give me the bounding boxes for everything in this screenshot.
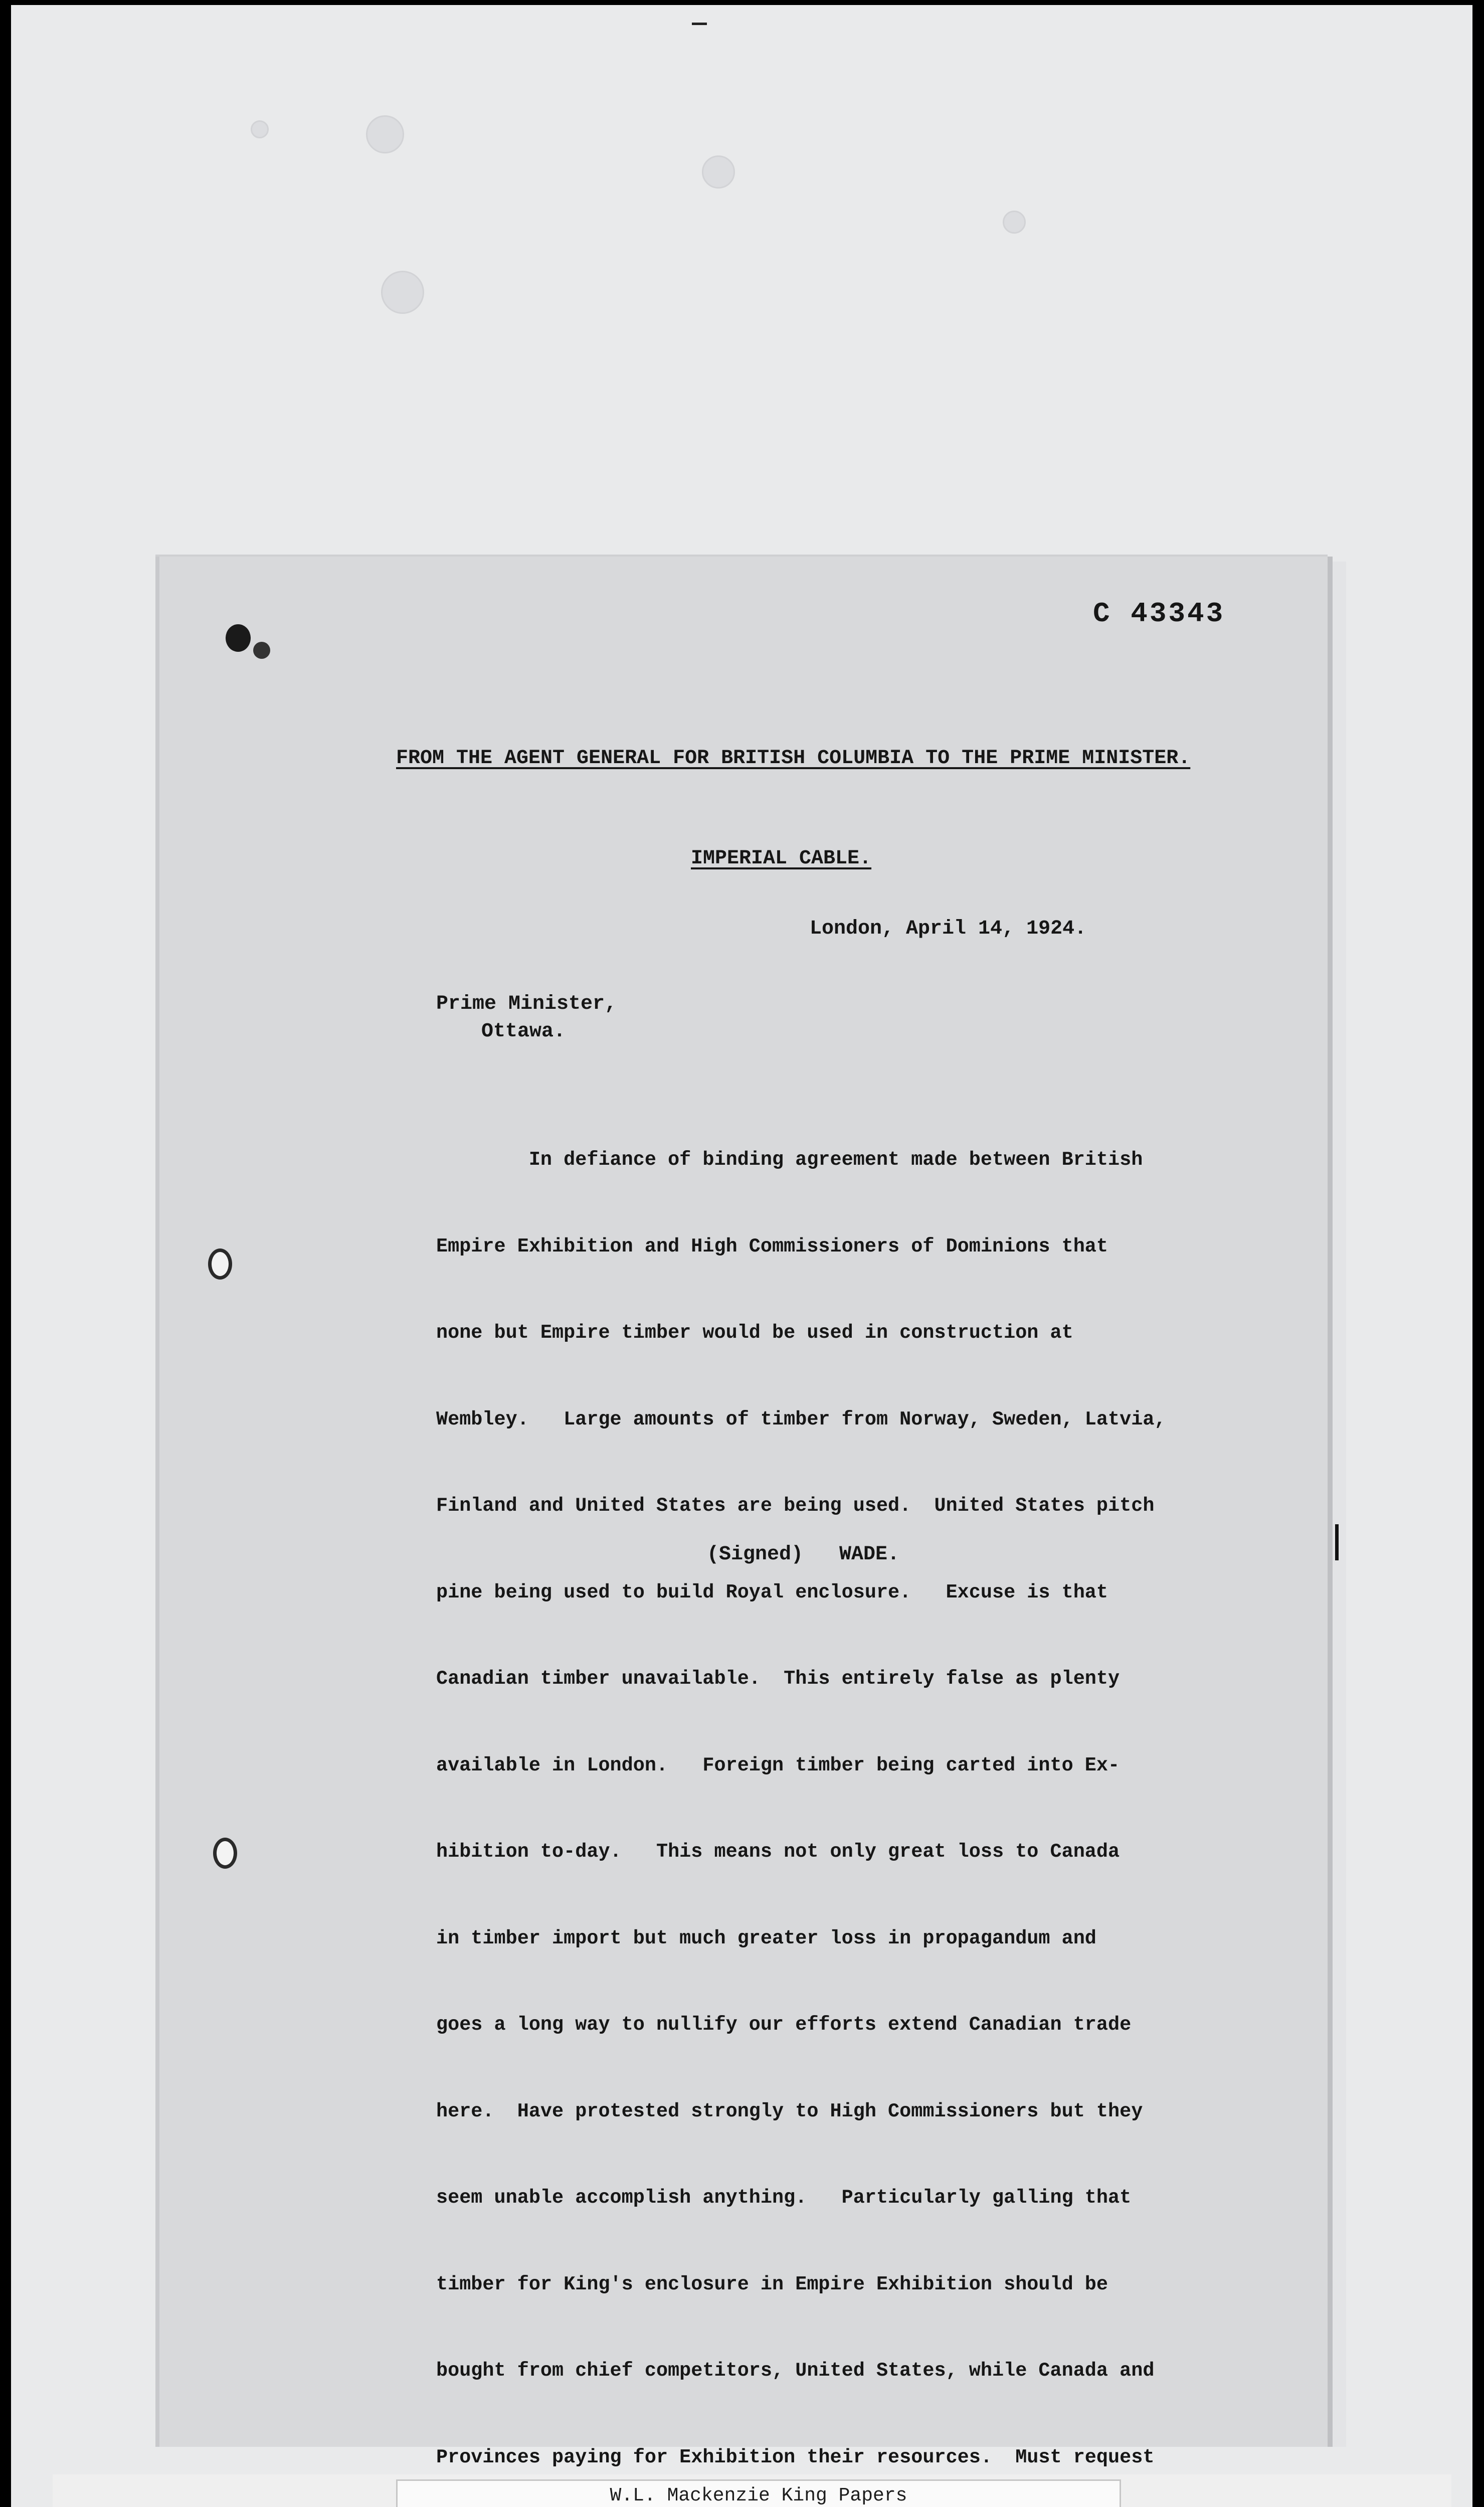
body-line: In defiance of binding agreement made between British — [436, 1149, 1143, 1171]
body-line: timber for King's enclosure in Empire Exhibition should be — [436, 2273, 1108, 2295]
pen-tick-mark — [692, 23, 707, 25]
addressee-line: Prime Minister, — [436, 993, 617, 1015]
body-line: hibition to-day. This means not only great loss to Canada — [436, 1841, 1120, 1863]
signature-line: (Signed) WADE. — [707, 1543, 900, 1566]
collection-name: W.L. Mackenzie King Papers — [610, 2485, 907, 2506]
body-line: available in London. Foreign timber being carted into Ex- — [436, 1754, 1120, 1776]
dateline: London, April 14, 1924. — [810, 918, 1087, 940]
punch-hole — [213, 1838, 237, 1869]
body-line: here. Have protested strongly to High Commissioners but they — [436, 2100, 1143, 2122]
cable-title: IMPERIAL CABLE. — [691, 847, 872, 870]
ink-blot-mark — [253, 642, 270, 659]
dust-speck — [366, 115, 404, 153]
body-line: pine being used to build Royal enclosure. Excuse is that — [436, 1581, 1108, 1603]
cable-body — [436, 1088, 1166, 2507]
collection-label — [396, 2479, 1121, 2507]
dust-speck — [381, 271, 424, 314]
body-line: seem unable accomplish anything. Particularly galling that — [436, 2187, 1132, 2209]
dust-speck — [702, 155, 735, 189]
dust-speck — [251, 120, 269, 138]
body-line: Finland and United States are being used. United States pitch — [436, 1495, 1155, 1517]
document-heading: FROM THE AGENT GENERAL FOR BRITISH COLUMBIA TO THE PRIME MINISTER. — [396, 747, 1191, 770]
ink-blot-mark — [226, 624, 251, 652]
body-line: goes a long way to nullify our efforts extend Canadian trade — [436, 2014, 1132, 2036]
addressee-line: Ottawa. — [481, 1020, 566, 1043]
body-line: in timber import but much greater loss in propagandum and — [436, 1927, 1096, 1949]
body-line: Wembley. Large amounts of timber from Norway, Sweden, Latvia, — [436, 1408, 1166, 1430]
filing-mark — [1335, 1524, 1339, 1560]
body-line: Provinces paying for Exhibition their resources. Must request — [436, 2446, 1155, 2468]
body-line: Empire Exhibition and High Commissioners of Dominions that — [436, 1235, 1108, 1258]
reference-number: C 43343 — [1093, 598, 1225, 630]
body-line: none but Empire timber would be used in construction at — [436, 1322, 1073, 1344]
body-line: bought from chief competitors, United States, while Canada and — [436, 2360, 1155, 2382]
body-line: Canadian timber unavailable. This entirely false as plenty — [436, 1668, 1120, 1690]
punch-hole — [208, 1248, 232, 1280]
dust-speck — [1003, 211, 1026, 234]
